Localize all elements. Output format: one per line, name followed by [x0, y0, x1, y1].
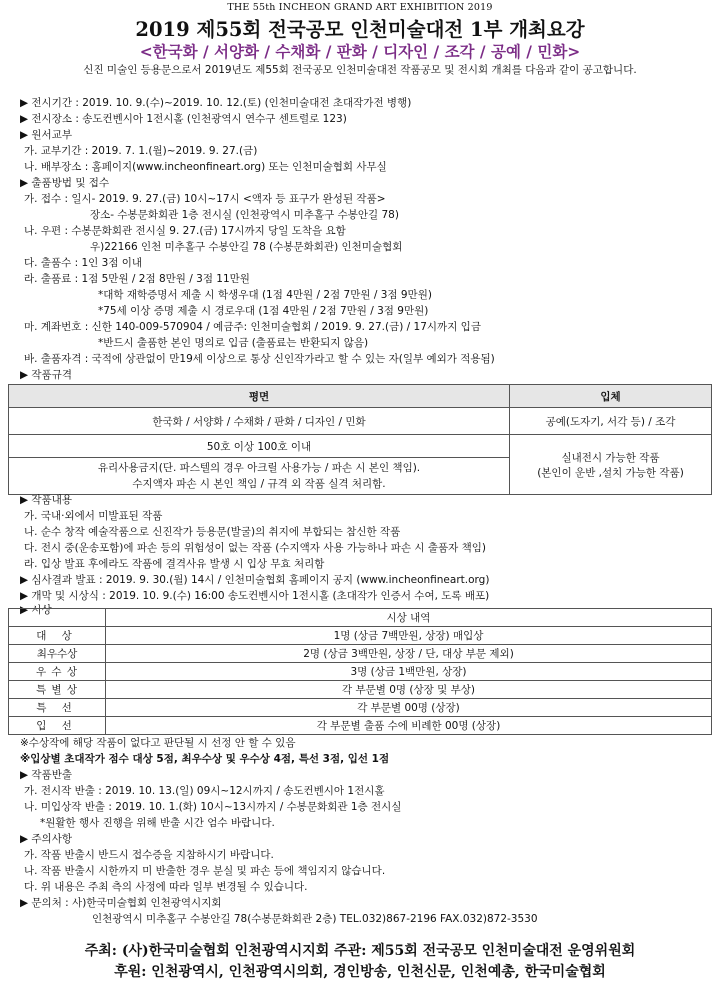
section-caution: ▶ 주의사항: [20, 833, 72, 845]
caution-3: 다. 위 내용은 주최 측의 사정에 따라 일부 변경될 수 있습니다.: [24, 881, 308, 893]
result-announcement: ▶ 심사결과 발표 : 2019. 9. 30.(월) 14시 / 인천미술협회 홈페이지 공지 (www.incheonfineart.org): [20, 574, 490, 586]
glass-rule: [9, 458, 510, 495]
submission-count: 다. 출품수 : 1인 3점 이내: [24, 257, 143, 269]
content-rule-4: 라. 입상 발표 후에라도 작품에 결격사유 발생 시 입상 무효 처리함: [24, 558, 325, 570]
application-place: 나. 배부장소 : 홈페이지(www.incheonfineart.org) 또는 인천미술협회 사무실: [24, 161, 387, 173]
caution-1: 가. 작품 반출시 반드시 접수증을 지참하시기 바랍니다.: [24, 849, 274, 861]
contact-address: 인천광역시 미추홀구 수봉안길 78(수봉문화회관 2층) TEL.032)867-2196 FAX.032)872-3530: [92, 913, 538, 925]
section-awards: ▶ 시상: [20, 604, 52, 616]
content-rule-3: 다. 전시 중(운송포함)에 파손 등의 위험성이 없는 작품 (수지액자 사용 가능하나 파손 시 출품자 책임): [24, 542, 487, 554]
award-name: 우 수 상: [9, 663, 106, 681]
award-detail: 1명 (상금 7백만원, 상장) 매입상: [106, 627, 712, 645]
return-exhibited: 가. 전시작 반출 : 2019. 10. 13.(일) 09시~12시까지 / 송도컨벤시아 1전시홀: [24, 785, 385, 797]
awards-header: 시상 내역: [106, 609, 712, 627]
section-application: ▶ 원서교부: [20, 129, 72, 141]
submission-reception: 가. 접수 : 일시- 2019. 9. 27.(금) 10시~17시 <액자 등 표구가 완성된 작품>: [24, 193, 386, 205]
submission-mail: 나. 우편 : 수봉문화회관 전시실 9. 27.(금) 17시까지 당일 도착을 요함: [24, 225, 346, 237]
award-note: ※수상작에 해당 작품이 없다고 판단될 시 선정 안 할 수 있음: [20, 737, 296, 749]
sponsor-line: 후원: 인천광역시, 인천광역시의회, 경인방송, 인천신문, 인천예총, 한국미술협회: [114, 964, 606, 980]
section-return: ▶ 작품반출: [20, 769, 72, 781]
solid-categories: 공예(도자기, 서각 등) / 조각: [510, 408, 712, 435]
section-content: ▶ 작품내용: [20, 494, 72, 506]
table-row: [9, 699, 712, 717]
content-rule-2: 나. 순수 창작 예술작품으로 신진작가 등용문(발굴)의 취지에 부합되는 참신한 작품: [24, 526, 401, 538]
award-name: 대 상: [9, 627, 106, 645]
score-note: ※입상별 초대작가 점수 대상 5점, 최우수상 및 우수상 4점, 특선 3점, 입선 1점: [20, 753, 390, 765]
section-submission: ▶ 출품방법 및 접수: [20, 177, 110, 189]
bank-account: 마. 계좌번호 : 신한 140-009-570904 / 예금주: 인천미술협회 / 2019. 9. 27.(금) / 17시까지 입금: [24, 321, 481, 333]
award-detail: 3명 (상금 1백만원, 상장): [106, 663, 712, 681]
award-name: 최우수상: [9, 645, 106, 663]
exhibition-venue: ▶ 전시장소 : 송도컨벤시아 1전시홀 (인천광역시 연수구 센트럴로 123): [20, 113, 347, 125]
senior-discount: *75세 이상 증명 제출 시 경로우대 (1점 4만원 / 2점 7만원 / 3점 9만원): [98, 305, 429, 317]
specs-table: [8, 384, 712, 495]
flat-categories: 한국화 / 서양화 / 수채화 / 판화 / 디자인 / 민화: [9, 408, 510, 435]
solid-rule-1: 실내전시 가능한 작품: [561, 451, 660, 464]
table-row: [9, 627, 712, 645]
award-detail: 각 부문별 0명 (상장 및 부상): [106, 681, 712, 699]
award-detail: 2명 (상금 3백만원, 상장 / 단, 대상 부문 제외): [106, 645, 712, 663]
student-discount: *대학 재학증명서 제출 시 학생우대 (1점 4만원 / 2점 7만원 / 3점 9만원): [98, 289, 432, 301]
award-detail: 각 부문별 00명 (상장): [106, 699, 712, 717]
application-period: 가. 교부기간 : 2019. 7. 1.(월)~2019. 9. 27.(금): [24, 145, 258, 157]
page-title: 2019 제55회 전국공모 인천미술대전 1부 개최요강: [135, 18, 585, 41]
subtitle-categories: <한국화 / 서양화 / 수채화 / 판화 / 디자인 / 조각 / 공예 / 민화>: [139, 42, 581, 61]
section-specs: ▶ 작품규격: [20, 369, 72, 381]
solid-rule-2: (본인이 운반 ,설치 가능한 작품): [537, 466, 684, 479]
content-rule-1: 가. 국내·외에서 미발표된 작품: [24, 510, 163, 522]
top-caption: THE 55th INCHEON GRAND ART EXHIBITION 2019: [227, 2, 493, 13]
award-name: 특 선: [9, 699, 106, 717]
table-row: [9, 717, 712, 735]
exhibition-period: ▶ 전시기간 : 2019. 10. 9.(수)~2019. 10. 12.(토) (인천미술대전 초대작가전 병행): [20, 97, 412, 109]
table-row: [9, 645, 712, 663]
organizer-line: 주최: (사)한국미술협회 인천광역시지회 주관: 제55회 전국공모 인천미술대전 운영위원회: [84, 943, 636, 959]
contact: ▶ 문의처 : 사)한국미술협회 인천광역시지회: [20, 897, 222, 909]
intro-text: 신진 미술인 등용문으로서 2019년도 제55회 전국공모 인천미술대전 작품공모 및 전시회 개최를 다음과 같이 공고합니다.: [83, 64, 637, 76]
submission-fee: 라. 출품료 : 1점 5만원 / 2점 8만원 / 3점 11만원: [24, 273, 250, 285]
caution-2: 나. 작품 반출시 시한까지 미 반출한 경우 분실 및 파손 등에 책임지지 않습니다.: [24, 865, 386, 877]
flat-header: 평면: [9, 385, 510, 408]
table-row: [9, 681, 712, 699]
size-rule: 50호 이상 100호 이내: [9, 435, 510, 458]
awards-table: [8, 608, 712, 735]
opening-ceremony: ▶ 개막 및 시상식 : 2019. 10. 9.(수) 16:00 송도컨벤시아 1전시홀 (초대작가 인증서 수여, 도록 배포): [20, 590, 490, 602]
deposit-note: *반드시 출품한 본인 명의로 입금 (출품료는 반환되지 않음): [98, 337, 369, 349]
award-name: 특 별 상: [9, 681, 106, 699]
submission-place: 장소- 수봉문화회관 1층 전시실 (인천광역시 미추홀구 수봉안길 78): [90, 209, 399, 221]
solid-rule: [510, 435, 712, 495]
award-detail: 각 부문별 출품 수에 비례한 00명 (상장): [106, 717, 712, 735]
award-name: 입 선: [9, 717, 106, 735]
table-row: [9, 663, 712, 681]
submission-address: 우)22166 인천 미추홀구 수봉안길 78 (수봉문화회관) 인천미술협회: [90, 241, 403, 253]
glass-rule-2: 수지액자 파손 시 본인 책임 / 규격 외 작품 실격 처리함.: [132, 478, 386, 490]
return-note: *원활한 행사 진행을 위해 반출 시간 엄수 바랍니다.: [40, 817, 275, 829]
glass-rule-1: 유리사용금지(단. 파스텔의 경우 아크릴 사용가능 / 파손 시 본인 책임).: [97, 462, 421, 474]
eligibility: 바. 출품자격 : 국적에 상관없이 만19세 이상으로 통상 신인작가라고 할 수 있는 자(일부 예외가 적용됨): [24, 353, 495, 365]
return-unselected: 나. 미입상작 반출 : 2019. 10. 1.(화) 10시~13시까지 / 수봉문화회관 1층 전시실: [24, 801, 402, 813]
solid-header: 입체: [510, 385, 712, 408]
